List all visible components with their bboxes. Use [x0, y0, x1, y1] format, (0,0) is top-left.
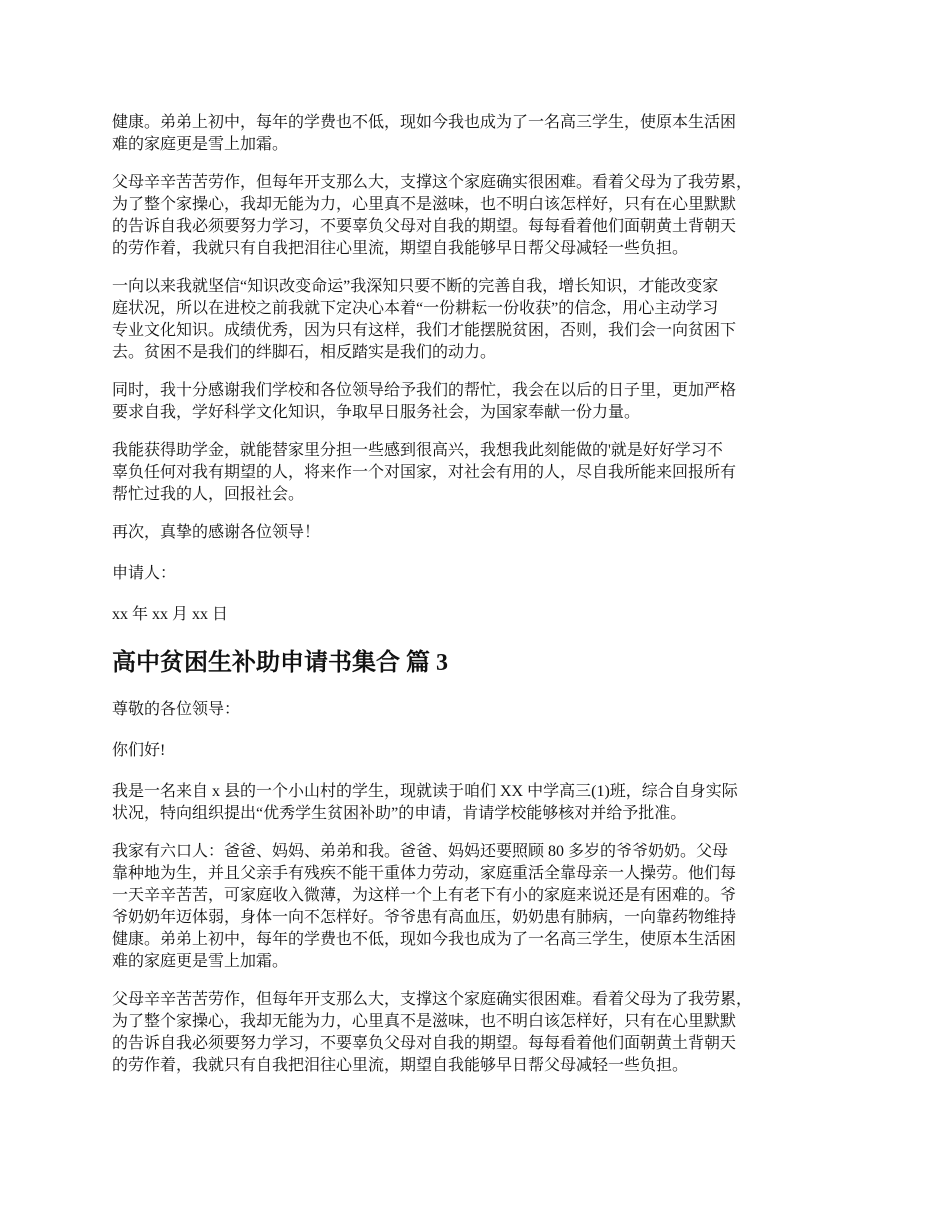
applicant-line: 申请人：	[112, 565, 177, 582]
body-paragraph: 我能获得助学金，就能替家里分担一些感到很高兴，我想我此刻能做的'就是好好学习不 辜负任何对我有期望的人，将来作一个对国家，对社会有用的人，尽自我所能来回报所有 帮忙过我的人，回报社会。	[112, 442, 737, 503]
document-page	[112, 112, 840, 1093]
body-paragraph: 健康。弟弟上初中，每年的学费也不低，现如今我也成为了一名高三学生，使原本生活困 难的家庭更是雪上加霜。	[112, 114, 737, 153]
salutation-line: 尊敬的各位领导：	[112, 701, 241, 718]
body-paragraph: 同时，我十分感谢我们学校和各位领导给予我们的帮忙，我会在以后的日子里，更加严格 要求自我，学好科学文化知识，争取早日服务社会，为国家奉献一份力量。	[112, 382, 737, 421]
closing-line: 再次，真挚的感谢各位领导！	[112, 524, 321, 541]
date-line: xx 年 xx 月 xx 日	[112, 606, 229, 623]
body-paragraph: 父母辛辛苦苦劳作，但每年开支那么大，支撑这个家庭确实很困难。看着父母为了我劳累， 为了整个家操心，我却无能为力，心里真不是滋味，也不明白该怎样好，只有在心里默默 的告诉自我必须要努力学习，不要辜负父母对自我的期望。每每看着他们面朝黄土背朝天 的劳作着，我就只有自我把泪往心里流，期望自我能够早日帮父母减轻一些负担。	[112, 174, 753, 257]
greeting-line: 你们好!	[112, 742, 166, 759]
body-paragraph: 我家有六口人：爸爸、妈妈、弟弟和我。爸爸、妈妈还要照顾 80 多岁的爷爷奶奶。父母 靠种地为生，并且父亲手有残疾不能干重体力劳动，家庭重活全靠母亲一人操劳。他们每 一天辛辛苦苦，可家庭收入微薄，为这样一个上有老下有小的家庭来说还是有困难的。爷 爷奶奶年迈体弱，身体一向不怎样好。爷爷患有高血压，奶奶患有肺病，一向靠药物维持 健康。弟弟上初中，每年的学费也不低，现如今我也成为了一名高三学生，使原本生活困 难的家庭更是雪上加霜。	[112, 843, 737, 970]
body-paragraph: 一向以来我就坚信“知识改变命运”我深知只要不断的完善自我，增长知识，才能改变家 庭状况，所以在进校之前我就下定决心本着“一份耕耘一份收获”的信念，用心主动学习 专业文化知识。成绩优秀，因为只有这样，我们才能摆脱贫困，否则，我们会一向贫困下 去。贫困不是我们的绊脚石，相反踏实是我们的动力。	[112, 278, 737, 361]
body-paragraph: 父母辛辛苦苦劳作，但每年开支那么大，支撑这个家庭确实很困难。看着父母为了我劳累， 为了整个家操心，我却无能为力，心里真不是滋味，也不明白该怎样好，只有在心里默默 的告诉自我必须要努力学习，不要辜负父母对自我的期望。每每看着他们面朝黄土背朝天 的劳作着，我就只有自我把泪往心里流，期望自我能够早日帮父母减轻一些负担。	[112, 991, 753, 1074]
body-paragraph: 我是一名来自 x 县的一个小山村的学生，现就读于咱们 XX 中学高三(1)班，综合自身实际 状况，特向组织提出“优秀学生贫困补助”的申请，肯请学校能够核对并给予批准。	[112, 783, 738, 822]
section-heading: 高中贫困生补助申请书集合 篇 3	[112, 650, 448, 676]
